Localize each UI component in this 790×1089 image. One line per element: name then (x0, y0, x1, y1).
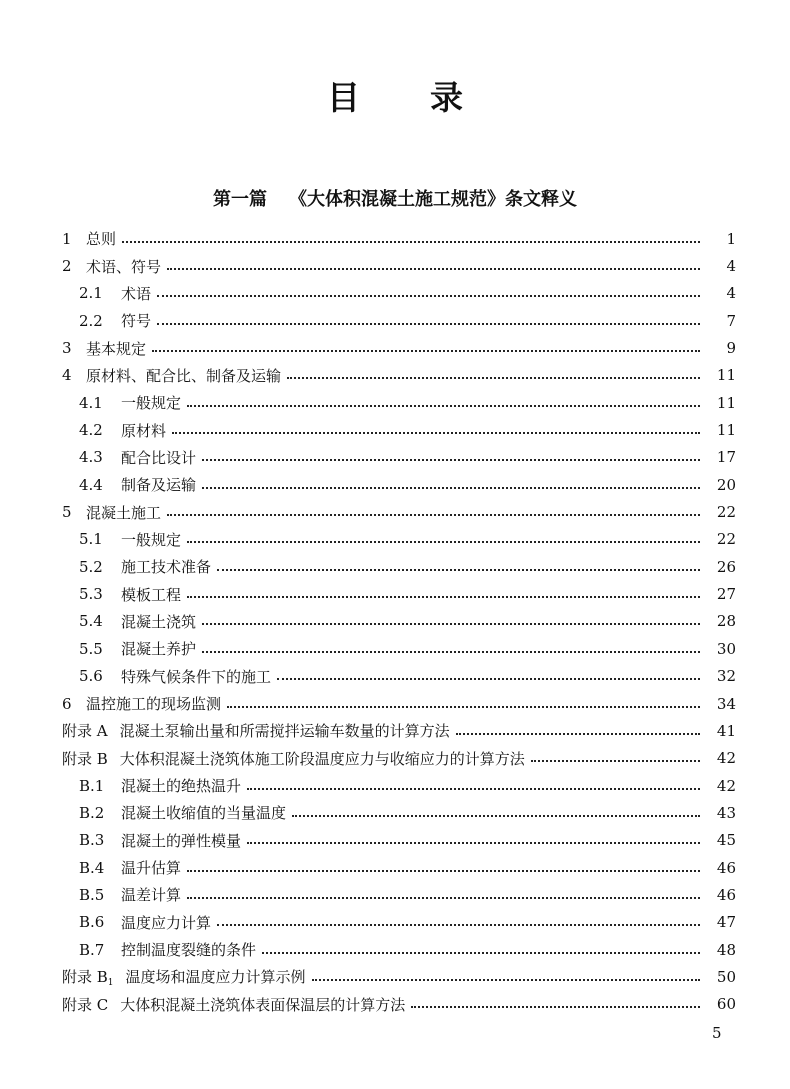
toc-entry-page: 30 (716, 639, 736, 658)
table-of-contents (0, 225, 790, 1018)
toc-leader-dots (227, 706, 700, 708)
toc-entry-label: 温控施工的现场监测 (86, 695, 222, 714)
toc-leader-dots (202, 459, 700, 461)
toc-entry-page: 42 (716, 776, 736, 795)
toc-entry[interactable] (0, 334, 790, 361)
toc-entry[interactable] (0, 416, 790, 443)
toc-leader-dots (262, 952, 700, 954)
toc-leader-dots (187, 897, 700, 899)
toc-leader-dots (247, 842, 700, 844)
toc-entry-label: 温升估算 (121, 859, 182, 878)
toc-entry-page: 50 (716, 967, 736, 986)
toc-leader-dots (167, 268, 700, 270)
toc-entry-number (79, 612, 121, 630)
toc-leader-dots (202, 651, 700, 653)
toc-entry[interactable] (0, 498, 790, 525)
toc-entry-number-text: 6 (62, 694, 72, 713)
toc-entry-page: 43 (716, 803, 736, 822)
toc-leader-dots (217, 924, 700, 926)
toc-entry[interactable] (0, 526, 790, 553)
toc-leader-dots (247, 788, 700, 790)
toc-entry[interactable] (0, 827, 790, 854)
toc-entry[interactable] (0, 663, 790, 690)
toc-entry-number-text: 2 (62, 257, 72, 276)
toc-entry-label: 温度场和温度应力计算示例 (125, 968, 306, 987)
toc-leader-dots (122, 241, 700, 243)
toc-entry[interactable] (0, 553, 790, 580)
toc-entry-number-text: 4.2 (79, 421, 103, 440)
toc-leader-dots (187, 541, 700, 543)
toc-entry-label: 混凝土泵输出量和所需搅拌运输车数量的计算方法 (119, 722, 450, 741)
toc-entry-number-text: 2.1 (79, 284, 103, 303)
toc-entry-number-text: 5.2 (79, 557, 103, 576)
toc-entry-number (62, 695, 86, 713)
toc-entry-page: 11 (716, 366, 736, 385)
toc-entry-number (79, 558, 121, 576)
toc-leader-dots (187, 596, 700, 598)
toc-entry-number (79, 667, 121, 685)
toc-entry-page: 46 (716, 885, 736, 904)
toc-entry-label: 特殊气候条件下的施工 (121, 667, 272, 686)
toc-entry-page: 26 (716, 557, 736, 576)
toc-entry-page: 45 (716, 831, 736, 850)
toc-entry-number (62, 503, 86, 521)
toc-entry-number-subscript: 1 (107, 977, 114, 988)
toc-entry[interactable] (0, 307, 790, 334)
toc-entry-label: 基本规定 (86, 339, 147, 358)
toc-entry-label: 混凝土的弹性模量 (121, 831, 242, 850)
toc-leader-dots (531, 760, 700, 762)
toc-entry-label: 原材料 (121, 421, 167, 440)
toc-entry-number-text: 4.1 (79, 393, 103, 412)
toc-entry-page: 17 (716, 448, 736, 467)
toc-entry[interactable] (0, 690, 790, 717)
toc-leader-dots (187, 870, 700, 872)
toc-entry-number (79, 530, 121, 548)
toc-entry-number (79, 777, 121, 795)
toc-entry-label: 原材料、配合比、制备及运输 (86, 366, 282, 385)
toc-entry-number (62, 994, 108, 1015)
toc-entry[interactable] (0, 991, 790, 1018)
toc-entry-page: 41 (716, 721, 736, 740)
toc-entry-number-text: 5.5 (79, 639, 103, 658)
toc-entry-number (62, 748, 108, 769)
toc-entry-number-text: B.4 (79, 858, 105, 877)
toc-entry[interactable] (0, 280, 790, 307)
toc-entry-page: 32 (716, 667, 736, 686)
toc-entry[interactable] (0, 580, 790, 607)
toc-entry-number-text: 5.4 (79, 612, 103, 631)
page-title-char-2: 录 (430, 78, 463, 117)
toc-entry-label: 总则 (86, 230, 117, 249)
toc-entry-page: 20 (716, 475, 736, 494)
toc-entry-page: 48 (716, 940, 736, 959)
toc-entry-page: 47 (716, 913, 736, 932)
toc-entry-label: 混凝土浇筑 (121, 612, 197, 631)
toc-entry-number (79, 448, 121, 466)
toc-entry-page: 22 (716, 503, 736, 522)
toc-entry-label: 混凝土施工 (86, 503, 162, 522)
toc-entry-label: 符号 (121, 312, 152, 331)
toc-entry-number-text: 附录 A (62, 722, 108, 741)
toc-entry-label: 混凝土收缩值的当量温度 (121, 804, 287, 823)
toc-entry[interactable] (0, 608, 790, 635)
toc-entry[interactable] (0, 252, 790, 279)
toc-entry-label: 制备及运输 (121, 476, 197, 495)
toc-entry-number (79, 284, 121, 302)
toc-entry-number (79, 476, 121, 494)
toc-entry-page: 60 (716, 995, 736, 1014)
toc-entry-label: 控制温度裂缝的条件 (121, 941, 257, 960)
toc-entry-number-text: 5 (62, 503, 72, 522)
toc-entry-label: 大体积混凝土浇筑体施工阶段温度应力与收缩应力的计算方法 (119, 749, 525, 768)
toc-leader-dots (157, 323, 700, 325)
toc-entry-number-text: 1 (62, 229, 72, 248)
toc-entry[interactable] (0, 772, 790, 799)
toc-entry-page: 28 (716, 612, 736, 631)
toc-entry[interactable] (0, 635, 790, 662)
toc-leader-dots (202, 487, 700, 489)
part-name: 第一篇 (213, 189, 267, 210)
toc-entry-label: 混凝土养护 (121, 640, 197, 659)
toc-entry-number-text: B.5 (79, 885, 105, 904)
toc-entry-number (79, 941, 121, 959)
toc-entry-label: 施工技术准备 (121, 558, 212, 577)
toc-entry-number-text: B.3 (79, 831, 105, 850)
toc-entry-label: 温度应力计算 (121, 913, 212, 932)
toc-entry[interactable] (0, 717, 790, 744)
toc-entry-page: 11 (716, 393, 736, 412)
toc-entry-number (79, 804, 121, 822)
toc-entry-page: 27 (716, 585, 736, 604)
toc-entry-label: 配合比设计 (121, 448, 197, 467)
toc-entry-number (62, 366, 86, 384)
toc-entry-number (79, 831, 121, 849)
toc-entry-number-text: 4 (62, 366, 72, 385)
toc-entry-label: 术语、符号 (86, 257, 162, 276)
toc-entry[interactable] (0, 745, 790, 772)
toc-entry-number-text: B.6 (79, 913, 105, 932)
toc-entry-number (79, 859, 121, 877)
toc-entry-number (62, 257, 86, 275)
toc-entry-label: 模板工程 (121, 585, 182, 604)
toc-entry[interactable] (0, 225, 790, 252)
toc-leader-dots (167, 514, 700, 516)
toc-entry-label: 混凝土的绝热温升 (121, 777, 242, 796)
toc-entry-number (79, 913, 121, 931)
toc-leader-dots (157, 295, 700, 297)
toc-entry-label: 一般规定 (121, 394, 182, 413)
toc-entry[interactable] (0, 362, 790, 389)
toc-entry-number (79, 640, 121, 658)
toc-entry-page: 1 (726, 229, 736, 248)
toc-entry-page: 7 (726, 311, 736, 330)
toc-entry-page: 4 (726, 284, 736, 303)
toc-entry-page: 34 (716, 694, 736, 713)
toc-entry-number-text: B.1 (79, 776, 105, 795)
toc-entry[interactable] (0, 881, 790, 908)
toc-entry-number (79, 585, 121, 603)
toc-leader-dots (312, 979, 700, 981)
toc-entry[interactable] (0, 471, 790, 498)
toc-leader-dots (152, 350, 700, 352)
toc-entry-number (79, 421, 121, 439)
toc-entry-label: 术语 (121, 284, 152, 303)
toc-entry-number (79, 394, 121, 412)
toc-entry[interactable] (0, 389, 790, 416)
toc-entry-number-text: 4.4 (79, 475, 103, 494)
toc-entry-number-text: 附录 B (62, 967, 108, 986)
toc-entry-page: 11 (716, 421, 736, 440)
page-number: 5 (712, 1024, 722, 1042)
toc-leader-dots (287, 377, 700, 379)
toc-entry[interactable] (0, 444, 790, 471)
toc-entry-page: 42 (716, 749, 736, 768)
toc-entry-number-text: 2.2 (79, 311, 103, 330)
toc-leader-dots (217, 569, 700, 571)
toc-leader-dots (411, 1006, 700, 1008)
toc-entry[interactable] (0, 909, 790, 936)
part-heading (0, 186, 790, 214)
toc-entry-number (62, 966, 114, 988)
toc-entry-number (62, 230, 86, 248)
part-title: 《大体积混凝土施工规范》条文释义 (289, 189, 577, 210)
toc-leader-dots (172, 432, 700, 434)
toc-leader-dots (277, 678, 700, 680)
toc-leader-dots (292, 815, 700, 817)
toc-entry-number-text: 3 (62, 339, 72, 358)
toc-leader-dots (456, 733, 700, 735)
toc-entry-number-text: B.7 (79, 940, 105, 959)
toc-entry-number-text: 附录 C (62, 995, 109, 1014)
toc-entry-label: 温差计算 (121, 886, 182, 905)
toc-entry-number (62, 720, 108, 741)
toc-entry-page: 4 (726, 257, 736, 276)
toc-entry-number (79, 312, 121, 330)
toc-entry[interactable] (0, 854, 790, 881)
toc-entry-page: 22 (716, 530, 736, 549)
toc-entry-number-text: 5.3 (79, 585, 103, 604)
toc-entry-number-text: 4.3 (79, 448, 103, 467)
toc-leader-dots (187, 405, 700, 407)
page-title-char-1: 目 (327, 78, 360, 117)
toc-entry-label: 一般规定 (121, 530, 182, 549)
toc-entry-number-text: 5.6 (79, 667, 103, 686)
toc-entry[interactable] (0, 936, 790, 963)
toc-entry[interactable] (0, 799, 790, 826)
toc-entry-page: 46 (716, 858, 736, 877)
toc-entry-number (79, 886, 121, 904)
page-title (0, 78, 790, 118)
toc-entry-page: 9 (726, 339, 736, 358)
toc-leader-dots (202, 623, 700, 625)
toc-entry-number-text: 附录 B (62, 749, 108, 768)
toc-entry-number-text: B.2 (79, 803, 105, 822)
toc-entry-number (62, 339, 86, 357)
toc-entry[interactable] (0, 963, 790, 990)
toc-entry-label: 大体积混凝土浇筑体表面保温层的计算方法 (120, 995, 406, 1014)
toc-entry-number-text: 5.1 (79, 530, 103, 549)
